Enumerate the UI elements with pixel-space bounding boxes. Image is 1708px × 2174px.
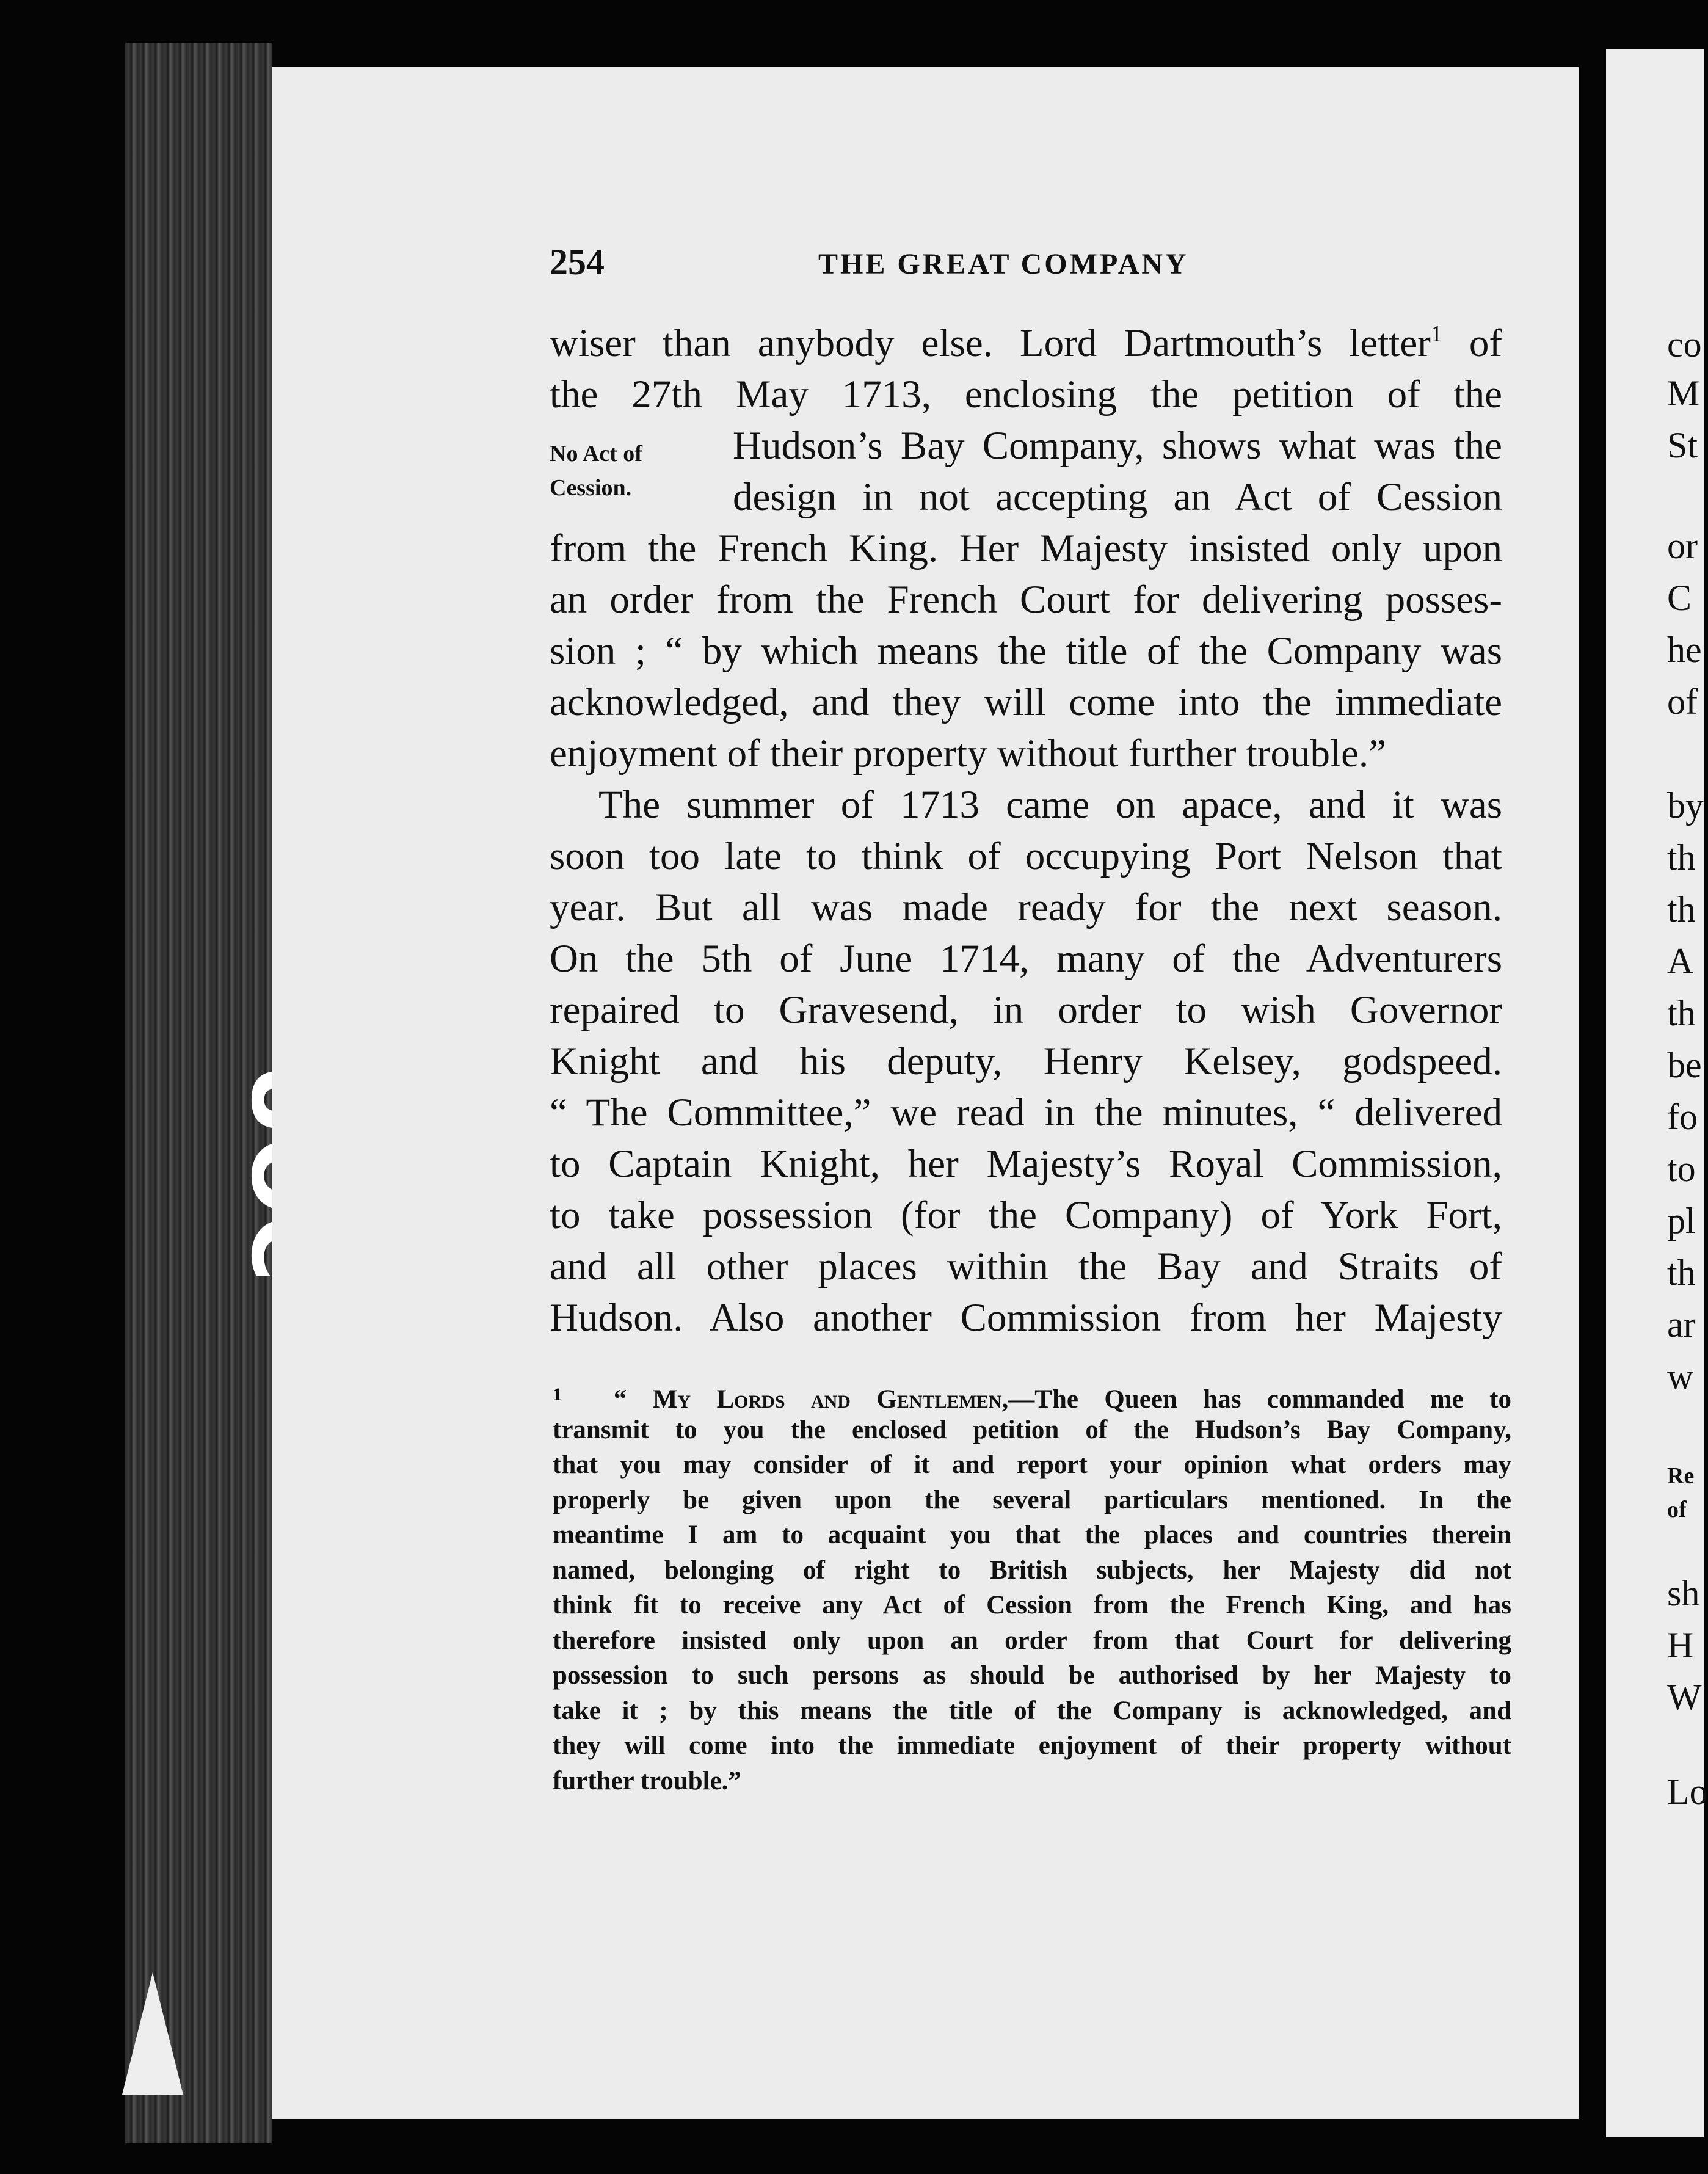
body-line: the 27th May 1713, enclosing the petition of the xyxy=(550,373,1502,416)
adjacent-page-fragment: Re xyxy=(1667,1463,1695,1489)
footnote-line: that you may consider of it and report your opinion what orders may xyxy=(553,1450,1511,1479)
body-line: Hudson’s Bay Company, shows what was the xyxy=(733,424,1502,468)
body-line: wiser than anybody else. Lord Dartmouth’s letter$^1$ of xyxy=(550,321,1503,365)
adjacent-page-fragment: th xyxy=(1667,837,1696,878)
body-line: On the 5th of June 1714, many of the Adventurers xyxy=(550,937,1502,981)
body-line: soon too late to think of occupying Port Nelson that xyxy=(550,834,1502,878)
body-line: acknowledged, and they will come into the immediate xyxy=(550,680,1502,724)
body-line: year. But all was made ready for the next season. xyxy=(550,885,1502,929)
adjacent-page-fragment: of xyxy=(1667,1497,1687,1522)
adjacent-page-fragment: sh xyxy=(1667,1573,1700,1613)
body-line: The summer of 1713 came on apace, and it was xyxy=(598,783,1502,827)
footnote-line: further trouble.” xyxy=(553,1766,741,1795)
adjacent-page-fragment: co xyxy=(1667,324,1702,365)
margin-note-line: No Act of xyxy=(550,441,642,467)
footnote-reference: 1 xyxy=(1430,321,1442,347)
footnote-line: properly be given upon the several particulars mentioned. In the xyxy=(553,1485,1511,1514)
running-head: THE GREAT COMPANY xyxy=(818,248,1189,280)
body-line: from the French King. Her Majesty insisted only upon xyxy=(550,526,1502,570)
body-line: “ The Committee,” we read in the minutes, “ delivered xyxy=(550,1091,1502,1135)
adjacent-page-fragment: or xyxy=(1667,526,1698,566)
footnote-line: transmit to you the enclosed petition of the Hudson’s Bay Company, xyxy=(553,1415,1511,1444)
adjacent-page-fragment: A xyxy=(1667,941,1694,981)
footnote-line: $^1$ “ My Lords and Gentlemen,—The Queen has commanded me to xyxy=(553,1384,1512,1414)
adjacent-page-fragment: be xyxy=(1667,1045,1702,1085)
footnote-line: therefore insisted only upon an order from that Court for delivering xyxy=(553,1626,1511,1655)
adjacent-page-fragment: of xyxy=(1667,682,1698,722)
body-line: to Captain Knight, her Majesty’s Royal Commission, xyxy=(550,1142,1502,1186)
body-line: to take possession (for the Company) of York Fort, xyxy=(550,1193,1502,1237)
page-header xyxy=(550,241,1508,290)
body-line: design in not accepting an Act of Cession xyxy=(733,475,1502,519)
adjacent-page-fragment: M xyxy=(1667,373,1700,413)
body-line: enjoyment of their property without further trouble.” xyxy=(550,732,1387,776)
footnote-line: meantime I am to acquaint you that the places and countries therein xyxy=(553,1521,1511,1549)
adjacent-page-fragment: to xyxy=(1667,1149,1696,1189)
adjacent-page-fragment: H xyxy=(1667,1625,1694,1665)
footnote-salutation: My Lords and Gentlemen, xyxy=(652,1385,1009,1414)
body-line: sion ; “ by which means the title of the Company was xyxy=(550,629,1502,673)
body-line: and all other places within the Bay and Straits of xyxy=(550,1245,1502,1289)
adjacent-page-fragment: he xyxy=(1667,630,1702,670)
body-line: Knight and his deputy, Henry Kelsey, godspeed. xyxy=(550,1039,1502,1083)
edge-notch xyxy=(122,1972,183,2095)
footnote-line: take it ; by this means the title of the Company is acknowledged, and xyxy=(553,1696,1511,1725)
adjacent-page-fragment: St xyxy=(1667,425,1698,465)
adjacent-page-fragment: w xyxy=(1667,1356,1694,1397)
page-number: 254 xyxy=(550,242,605,282)
adjacent-page-fragment: C xyxy=(1667,578,1692,618)
footnote-line: named, belonging of right to British subjects, her Majesty did not xyxy=(553,1555,1511,1585)
adjacent-page-fragment: fo xyxy=(1667,1097,1698,1137)
adjacent-page-fragment: th xyxy=(1667,889,1696,929)
adjacent-page-fragment: by xyxy=(1667,785,1704,826)
footnote-marker: 1 xyxy=(553,1384,562,1405)
body-line: repaired to Gravesend, in order to wish Governor xyxy=(550,988,1502,1032)
footnote-line: think fit to receive any Act of Cession from the French King, and has xyxy=(553,1591,1511,1620)
adjacent-page-fragment: th xyxy=(1667,1252,1696,1293)
margin-note-line: Cession. xyxy=(550,475,632,501)
adjacent-page-fragment: pl xyxy=(1667,1201,1696,1241)
body-text xyxy=(550,318,1502,1343)
adjacent-page-fragment: ar xyxy=(1667,1304,1696,1345)
footnote-line: possession to such persons as should be authorised by her Majesty to xyxy=(553,1661,1511,1690)
adjacent-page-fragment: W xyxy=(1667,1677,1702,1717)
footnote xyxy=(553,1377,1511,1798)
body-line: Hudson. Also another Commission from her Majesty xyxy=(550,1296,1502,1340)
adjacent-page-fragment: th xyxy=(1667,993,1696,1033)
adjacent-page-fragment: Lo xyxy=(1667,1772,1708,1812)
footnote-line: they will come into the immediate enjoyment of their property without xyxy=(553,1731,1511,1760)
body-line: an order from the French Court for delivering posses- xyxy=(550,578,1502,622)
